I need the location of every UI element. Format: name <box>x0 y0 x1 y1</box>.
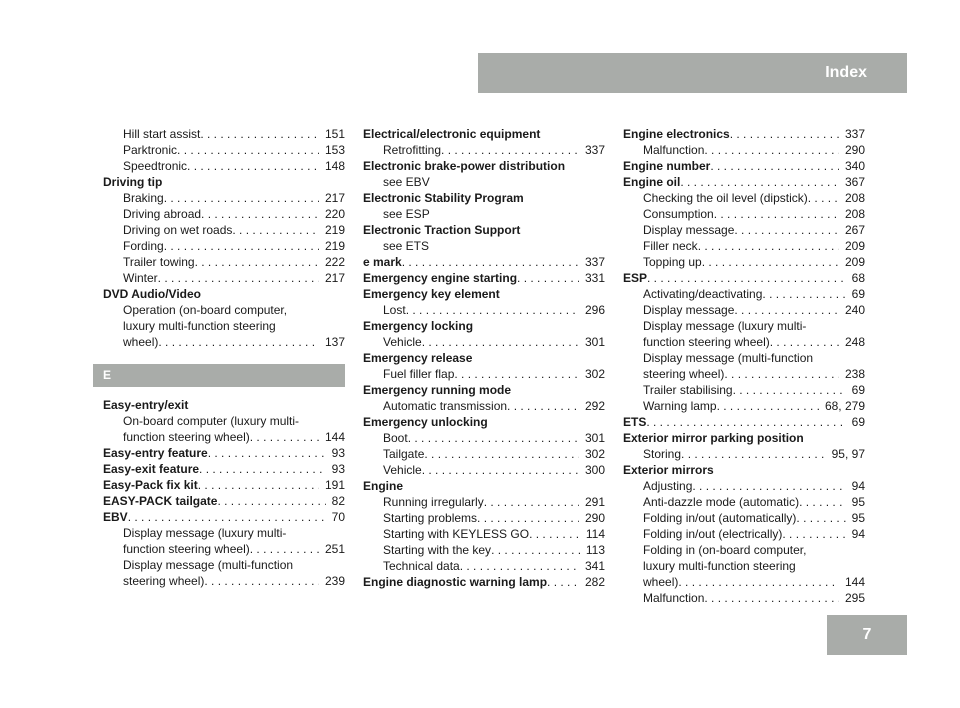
entry-term: Engine electronics <box>623 127 730 141</box>
index-entry <box>363 174 605 190</box>
page-ref: 302 <box>584 367 605 381</box>
index-entry <box>623 510 865 526</box>
entry-term: Vehicle <box>383 463 422 477</box>
dot-leader <box>770 334 839 350</box>
dot-leader <box>250 429 319 445</box>
index-entry <box>103 429 345 445</box>
dot-leader <box>198 477 319 493</box>
entry-term: Automatic transmission <box>383 399 508 413</box>
entry-term: Display message (multi-function <box>643 351 814 365</box>
dot-leader <box>164 190 319 206</box>
index-entry <box>363 302 605 318</box>
dot-leader <box>547 574 579 590</box>
page-ref: 69 <box>851 383 865 397</box>
dot-leader <box>491 542 580 558</box>
index-entry <box>103 126 345 142</box>
entry-term: Lost <box>383 303 406 317</box>
index-entry <box>623 206 865 222</box>
index-column-3 <box>623 126 865 606</box>
dot-leader <box>799 494 846 510</box>
entry-term: Driving abroad <box>123 207 202 221</box>
page-ref: 296 <box>584 303 605 317</box>
page-ref: 238 <box>844 367 865 381</box>
index-entry <box>363 542 605 558</box>
page-ref: 209 <box>844 255 865 269</box>
dot-leader <box>460 558 579 574</box>
index-entry <box>623 558 865 574</box>
index-heading <box>363 190 605 206</box>
page-ref: 153 <box>324 143 345 157</box>
dot-leader <box>199 461 326 477</box>
entry-term: Emergency running mode <box>363 383 512 397</box>
page-ref: 94 <box>851 527 865 541</box>
dot-leader <box>477 510 579 526</box>
entry-term: Exterior mirrors <box>623 463 714 477</box>
entry-term: Parktronic <box>123 143 178 157</box>
entry-term: Easy-entry/exit <box>103 398 189 412</box>
dot-leader <box>680 174 839 190</box>
dot-leader <box>646 414 845 430</box>
index-entry <box>623 286 865 302</box>
dot-leader <box>733 382 846 398</box>
dot-leader <box>782 526 845 542</box>
page-ref: 301 <box>584 335 605 349</box>
index-entry <box>623 238 865 254</box>
index-entry <box>103 238 345 254</box>
page-ref: 240 <box>844 303 865 317</box>
entry-term: Malfunction <box>643 591 705 605</box>
entry-term: see EBV <box>383 175 430 189</box>
entry-term: EASY-PACK tailgate <box>103 494 218 508</box>
index-heading <box>103 286 345 302</box>
dot-leader <box>734 222 839 238</box>
entry-group-a <box>103 126 345 350</box>
page-ref: 220 <box>324 207 345 221</box>
index-entry <box>623 222 865 238</box>
page-ref: 151 <box>324 127 345 141</box>
index-entry <box>623 126 865 142</box>
index-entry <box>103 461 345 477</box>
entry-term: Starting with the key <box>383 543 492 557</box>
index-entry <box>103 493 345 509</box>
index-heading <box>363 318 605 334</box>
entry-term: see ESP <box>383 207 430 221</box>
index-entry <box>623 590 865 606</box>
index-entry <box>623 318 865 334</box>
dot-leader <box>730 126 839 142</box>
dot-leader <box>704 142 839 158</box>
entry-term: Fording <box>123 239 164 253</box>
page-ref: 93 <box>331 462 345 476</box>
entry-term: Tailgate <box>383 447 425 461</box>
dot-leader <box>702 254 839 270</box>
index-heading <box>363 158 605 174</box>
entry-term: function steering wheel) <box>123 430 250 444</box>
page-ref: 208 <box>844 191 865 205</box>
index-entry <box>363 526 605 542</box>
index-entry <box>623 350 865 366</box>
page-ref: 217 <box>324 191 345 205</box>
page-ref: 337 <box>584 255 605 269</box>
dot-leader <box>250 541 319 557</box>
page-ref: 94 <box>851 479 865 493</box>
entry-term: Display message <box>643 303 735 317</box>
index-column-2 <box>363 126 605 590</box>
dot-leader <box>424 446 579 462</box>
entry-term: Emergency unlocking <box>363 415 488 429</box>
entry-term: see ETS <box>383 239 430 253</box>
index-heading <box>363 478 605 494</box>
entry-term: Exterior mirror parking position <box>623 431 804 445</box>
page-ref: 69 <box>851 287 865 301</box>
entry-term: Driving tip <box>103 175 163 189</box>
index-entry <box>103 158 345 174</box>
index-column-1 <box>103 126 345 589</box>
index-entry <box>363 510 605 526</box>
entry-term: luxury multi-function steering <box>643 559 796 573</box>
dot-leader <box>724 366 839 382</box>
index-entry <box>103 557 345 573</box>
entry-term: Malfunction <box>643 143 705 157</box>
page-ref: 68, 279 <box>824 399 865 413</box>
page-ref: 209 <box>844 239 865 253</box>
dot-leader <box>164 238 319 254</box>
entry-term: Electronic Stability Program <box>363 191 524 205</box>
entry-term: Checking the oil level (dipstick) <box>643 191 808 205</box>
entry-term: wheel) <box>643 575 679 589</box>
entry-term: Easy-Pack fix kit <box>103 478 198 492</box>
index-entry <box>623 158 865 174</box>
dot-leader <box>232 222 319 238</box>
index-entry <box>363 494 605 510</box>
index-entry <box>103 318 345 334</box>
index-entry <box>623 398 865 414</box>
entry-term: Vehicle <box>383 335 422 349</box>
page-ref: 302 <box>584 447 605 461</box>
entry-term: luxury multi-function steering <box>123 319 276 333</box>
index-heading <box>103 174 345 190</box>
dot-leader <box>422 462 579 478</box>
index-entry <box>623 270 865 286</box>
index-heading <box>363 286 605 302</box>
index-heading <box>623 462 865 478</box>
entry-term: Electronic brake-power distribution <box>363 159 566 173</box>
index-entry <box>103 206 345 222</box>
dot-leader <box>714 206 839 222</box>
index-entry <box>103 477 345 493</box>
index-heading <box>363 126 605 142</box>
index-entry <box>363 398 605 414</box>
dot-leader <box>517 270 579 286</box>
entry-term: function steering wheel) <box>643 335 770 349</box>
entry-term: Electronic Traction Support <box>363 223 521 237</box>
index-heading <box>103 397 345 413</box>
dot-leader <box>484 494 579 510</box>
entry-term: Display message (luxury multi- <box>123 526 287 540</box>
entry-term: Anti-dazzle mode (automatic) <box>643 495 800 509</box>
index-entry <box>363 206 605 222</box>
dot-leader <box>187 158 319 174</box>
dot-leader <box>704 590 839 606</box>
page-ref: 82 <box>331 494 345 508</box>
index-entry <box>363 270 605 286</box>
index-entry <box>623 254 865 270</box>
entry-term: Fuel filler flap <box>383 367 455 381</box>
index-entry <box>103 302 345 318</box>
entry-term: Emergency locking <box>363 319 474 333</box>
index-heading <box>363 414 605 430</box>
entry-term: Retrofitting <box>383 143 442 157</box>
index-entry <box>363 254 605 270</box>
index-entry <box>623 382 865 398</box>
page-ref: 68 <box>851 271 865 285</box>
page-number: 7 <box>862 626 872 643</box>
index-entry <box>103 509 345 525</box>
page-ref: 113 <box>585 543 605 557</box>
entry-term: Consumption <box>643 207 714 221</box>
entry-term: Display message (multi-function <box>123 558 294 572</box>
entry-term: ESP <box>623 271 648 285</box>
page-ref: 340 <box>844 159 865 173</box>
page-ref: 148 <box>324 159 345 173</box>
dot-leader <box>507 398 579 414</box>
entry-term: Winter <box>123 271 158 285</box>
index-heading <box>363 350 605 366</box>
index-entry <box>103 413 345 429</box>
dot-leader <box>422 334 579 350</box>
entry-term: Operation (on-board computer, <box>123 303 288 317</box>
page-ref: 337 <box>584 143 605 157</box>
entry-term: Trailer towing <box>123 255 195 269</box>
index-entry <box>623 478 865 494</box>
page-ref: 191 <box>324 478 345 492</box>
entry-term: Emergency key element <box>363 287 500 301</box>
entry-term: e mark <box>363 255 402 269</box>
page-ref: 93 <box>331 446 345 460</box>
index-heading <box>623 430 865 446</box>
index-entry <box>103 573 345 589</box>
dot-leader <box>529 526 580 542</box>
entry-term: DVD Audio/Video <box>103 287 202 301</box>
entry-group-e <box>103 397 345 589</box>
entry-term: Running irregularly <box>383 495 484 509</box>
page-ref: 331 <box>584 271 605 285</box>
entry-term: steering wheel) <box>123 574 205 588</box>
entry-term: Emergency release <box>363 351 473 365</box>
dot-leader <box>204 573 319 589</box>
index-heading <box>363 222 605 238</box>
dot-leader <box>402 254 579 270</box>
index-entry <box>623 334 865 350</box>
entry-term: Folding in/out (automatically) <box>643 511 797 525</box>
entry-term: Adjusting <box>643 479 693 493</box>
index-entry <box>623 302 865 318</box>
index-entry <box>103 254 345 270</box>
dot-leader <box>408 430 579 446</box>
entry-term: wheel) <box>123 335 159 349</box>
entry-term: Filler neck <box>643 239 698 253</box>
page-ref: 251 <box>324 542 345 556</box>
index-entry <box>103 334 345 350</box>
page-ref: 301 <box>584 431 605 445</box>
page-ref: 282 <box>584 575 605 589</box>
dot-leader <box>217 493 325 509</box>
dot-leader <box>208 445 326 461</box>
index-entry <box>363 238 605 254</box>
page-ref: 144 <box>844 575 865 589</box>
dot-leader <box>796 510 845 526</box>
page-ref: 95 <box>851 495 865 509</box>
entry-term: Trailer stabilising <box>643 383 733 397</box>
index-entry <box>363 574 605 590</box>
page-ref: 239 <box>324 574 345 588</box>
index-entry <box>103 541 345 557</box>
entry-term: steering wheel) <box>643 367 725 381</box>
entry-term: Engine <box>363 479 404 493</box>
entry-term: Driving on wet roads <box>123 223 233 237</box>
page-ref: 219 <box>324 223 345 237</box>
entry-term: Braking <box>123 191 164 205</box>
page-ref: 219 <box>324 239 345 253</box>
index-entry <box>363 462 605 478</box>
letter-heading: E <box>93 364 345 387</box>
page-ref: 337 <box>844 127 865 141</box>
dot-leader <box>454 366 579 382</box>
page-ref: 208 <box>844 207 865 221</box>
entry-term: Technical data <box>383 559 460 573</box>
page-ref: 248 <box>844 335 865 349</box>
entry-term: function steering wheel) <box>123 542 250 556</box>
entry-term: Display message <box>643 223 735 237</box>
entry-term: On-board computer (luxury multi- <box>123 414 300 428</box>
dot-leader <box>734 302 839 318</box>
page-ref: 69 <box>851 415 865 429</box>
page-ref: 95, 97 <box>831 447 865 461</box>
index-entry <box>623 414 865 430</box>
index-entry <box>623 142 865 158</box>
entry-term: Engine diagnostic warning lamp <box>363 575 548 589</box>
entry-term: Engine oil <box>623 175 681 189</box>
dot-leader <box>201 206 319 222</box>
index-entry <box>103 190 345 206</box>
dot-leader <box>158 270 319 286</box>
entry-term: Display message (luxury multi- <box>643 319 807 333</box>
page-ref: 295 <box>844 591 865 605</box>
entry-term: Warning lamp <box>643 399 717 413</box>
index-entry <box>623 574 865 590</box>
page-ref: 291 <box>584 495 605 509</box>
page-ref: 95 <box>851 511 865 525</box>
index-entry <box>363 430 605 446</box>
entry-term: Starting with KEYLESS GO <box>383 527 530 541</box>
entry-term: Speedtronic <box>123 159 188 173</box>
page-ref: 217 <box>324 271 345 285</box>
page-ref: 144 <box>324 430 345 444</box>
index-entry <box>363 142 605 158</box>
entry-term: Hill start assist <box>123 127 201 141</box>
dot-leader <box>177 142 319 158</box>
index-entry <box>363 558 605 574</box>
entry-term: Storing <box>643 447 682 461</box>
index-entry <box>363 334 605 350</box>
entry-term: Activating/deactivating <box>643 287 763 301</box>
index-entry <box>623 494 865 510</box>
entry-term: Folding in/out (electrically) <box>643 527 783 541</box>
entry-term: Emergency engine starting <box>363 271 518 285</box>
page-ref: 367 <box>844 175 865 189</box>
entry-term: ETS <box>623 415 647 429</box>
page-ref: 300 <box>584 463 605 477</box>
dot-leader <box>406 302 579 318</box>
entry-term: Electrical/electronic equipment <box>363 127 541 141</box>
page-ref: 114 <box>585 527 605 541</box>
index-entry <box>103 270 345 286</box>
entry-term: Boot <box>383 431 408 445</box>
index-entry <box>103 525 345 541</box>
dot-leader <box>441 142 579 158</box>
dot-leader <box>200 126 319 142</box>
index-heading <box>363 382 605 398</box>
entry-term: Easy-exit feature <box>103 462 200 476</box>
page-ref: 70 <box>331 510 345 524</box>
dot-leader <box>717 398 819 414</box>
dot-leader <box>128 509 326 525</box>
dot-leader <box>681 446 826 462</box>
page-ref: 290 <box>844 143 865 157</box>
index-entry <box>623 174 865 190</box>
page-number-tab <box>827 615 907 655</box>
entry-term: EBV <box>103 510 128 524</box>
entry-term: Easy-entry feature <box>103 446 208 460</box>
dot-leader <box>808 190 839 206</box>
page-ref: 341 <box>584 559 605 573</box>
index-entry <box>623 446 865 462</box>
section-title: Index <box>825 64 867 81</box>
dot-leader <box>710 158 839 174</box>
index-entry <box>623 190 865 206</box>
dot-leader <box>698 238 839 254</box>
dot-leader <box>158 334 319 350</box>
page-ref: 222 <box>324 255 345 269</box>
page-ref: 292 <box>584 399 605 413</box>
page-ref: 137 <box>324 335 345 349</box>
dot-leader <box>678 574 839 590</box>
index-entry <box>623 526 865 542</box>
section-title-tab <box>478 53 907 93</box>
page-ref: 267 <box>844 223 865 237</box>
page-ref: 290 <box>584 511 605 525</box>
index-entry <box>103 142 345 158</box>
dot-leader <box>692 478 845 494</box>
index-entry <box>103 222 345 238</box>
dot-leader <box>195 254 319 270</box>
entry-term: Engine number <box>623 159 711 173</box>
entry-term: Topping up <box>643 255 702 269</box>
index-entry <box>363 446 605 462</box>
dot-leader <box>647 270 846 286</box>
index-entry <box>623 542 865 558</box>
entry-term: Starting problems <box>383 511 478 525</box>
entry-term: Folding in (on-board computer, <box>643 543 807 557</box>
index-entry <box>103 445 345 461</box>
dot-leader <box>762 286 845 302</box>
index-entry <box>363 366 605 382</box>
index-entry <box>623 366 865 382</box>
